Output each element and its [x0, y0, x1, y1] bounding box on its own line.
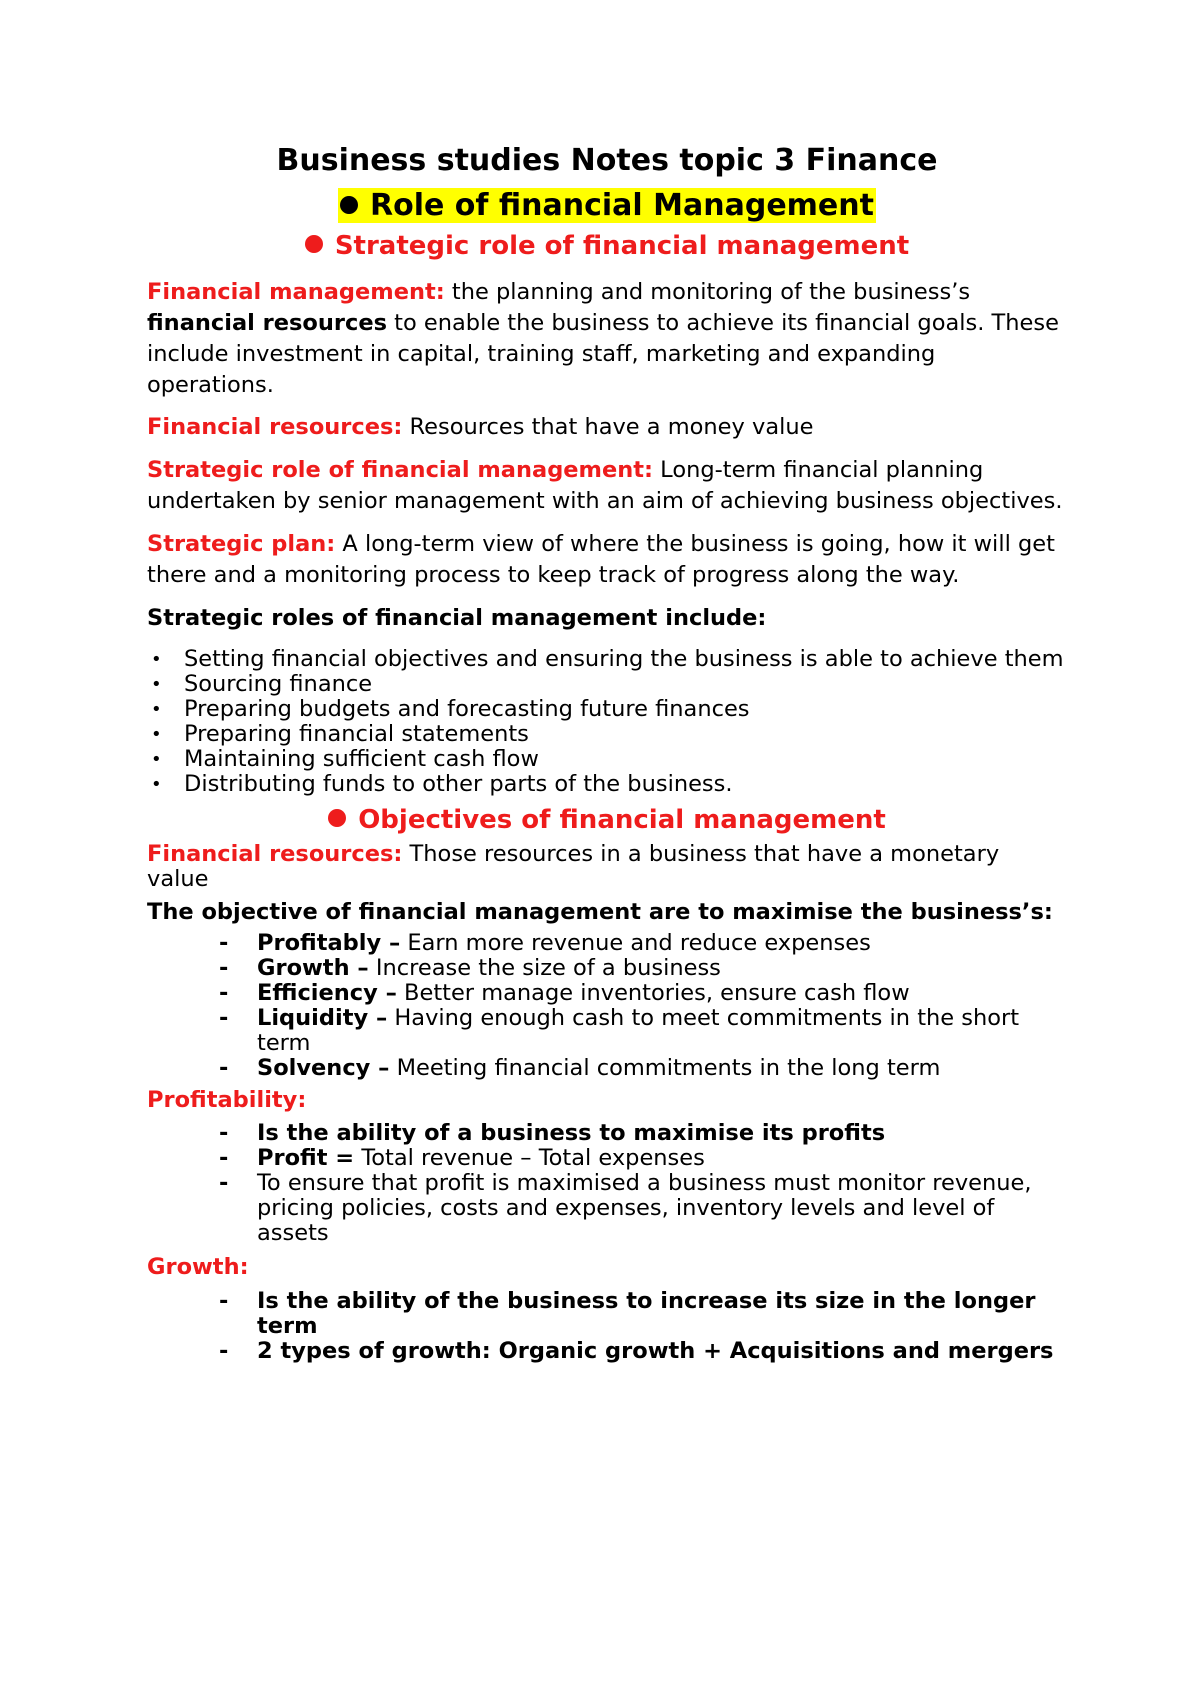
- heading-objectives: [147, 800, 1067, 840]
- list-item: • Sourcing finance: [147, 672, 1067, 697]
- term: Financial resources:: [147, 841, 403, 867]
- term: Financial management:: [147, 279, 445, 305]
- list-item: • Setting financial objectives and ensuring the business is able to achieve them: [147, 647, 1067, 672]
- heading-text: Role of financial Management: [370, 188, 874, 223]
- definition-financial-resources-2: [147, 842, 1067, 892]
- growth-heading: Growth:: [147, 1254, 249, 1280]
- list-item: • Preparing budgets and forecasting future finances: [147, 697, 1067, 722]
- item-text: Meeting financial commitments in the long term: [389, 1055, 941, 1081]
- objectives-heading: The objective of financial management are to maximise the business’s:: [147, 899, 1053, 925]
- heading-strategic-role: [147, 226, 1067, 266]
- term: Financial resources:: [147, 414, 403, 440]
- bold-term: financial resources: [147, 310, 387, 336]
- highlighted-heading: [338, 188, 876, 223]
- list-item: [147, 981, 1067, 1006]
- item-text: Total revenue – Total expenses: [354, 1145, 705, 1171]
- definition-text: A long-term view of where the business is going, how it will get there and a monitoring process to keep track of progress along the way.: [147, 531, 1055, 588]
- term: Strategic role of financial management:: [147, 457, 654, 483]
- bullet-dot-icon: [340, 196, 358, 214]
- list-item: • Distributing funds to other parts of the business.: [147, 772, 1067, 797]
- list-item: - Is the ability of the business to increase its size in the longer term: [147, 1289, 1067, 1339]
- item-text: Earn more revenue and reduce expenses: [400, 930, 871, 956]
- definition-text: Those resources in a business that have a monetary value: [147, 841, 1000, 892]
- term: Efficiency –: [257, 980, 397, 1006]
- objectives-list: [147, 931, 1067, 1081]
- list-item: [147, 956, 1067, 981]
- item-text: Increase the size of a business: [368, 955, 721, 981]
- growth-list: [147, 1289, 1067, 1364]
- term: Strategic plan:: [147, 531, 336, 557]
- term: Growth –: [257, 955, 369, 981]
- list-item: [147, 1056, 1067, 1081]
- list-item: - Is the ability of a business to maximise its profits: [147, 1121, 1067, 1146]
- definition-text: Long-term financial planning undertaken by senior management with an aim of achieving business objectives.: [147, 457, 1063, 514]
- definition-financial-resources: [147, 412, 1067, 443]
- term: Profitably –: [257, 930, 401, 956]
- term: Profit =: [257, 1145, 355, 1171]
- item-text: Having enough cash to meet commitments in the short term: [257, 1005, 1020, 1056]
- term: Liquidity –: [257, 1005, 388, 1031]
- list-item: • Maintaining sufficient cash flow: [147, 747, 1067, 772]
- list-item: [147, 1146, 1067, 1171]
- item-text: Better manage inventories, ensure cash flow: [396, 980, 910, 1006]
- list-item: [147, 1006, 1067, 1056]
- list-item: [147, 931, 1067, 956]
- bullet-dot-icon: [328, 809, 346, 827]
- definition-strategic-plan: [147, 529, 1067, 591]
- heading-role-financial-management: [147, 186, 1067, 226]
- bullet-dot-icon: [305, 235, 323, 253]
- definition-text: to enable the business to achieve its financial goals. These include investment in capital, training staff, marketing and expanding operations.: [147, 310, 1059, 398]
- profitability-list: [147, 1121, 1067, 1246]
- list-item: - 2 types of growth: Organic growth + Acquisitions and mergers: [147, 1339, 1067, 1364]
- definition-financial-management: [147, 277, 1067, 401]
- definition-text: Resources that have a money value: [402, 414, 814, 440]
- profitability-heading: Profitability:: [147, 1087, 307, 1113]
- heading-text: Objectives of financial management: [358, 805, 886, 835]
- definition-strategic-role: [147, 455, 1067, 517]
- term: Solvency –: [257, 1055, 390, 1081]
- definition-text: the planning and monitoring of the business’s: [444, 279, 971, 305]
- list-item: • Preparing financial statements: [147, 722, 1067, 747]
- roles-list: [147, 647, 1067, 797]
- document-content: [147, 140, 1067, 1364]
- roles-heading: Strategic roles of financial management include:: [147, 605, 767, 631]
- heading-text: Strategic role of financial management: [334, 231, 910, 261]
- page-title: Business studies Notes topic 3 Finance: [276, 143, 938, 178]
- list-item: - To ensure that profit is maximised a business must monitor revenue, pricing policies, costs and expenses, inventory levels and level of assets: [147, 1171, 1067, 1246]
